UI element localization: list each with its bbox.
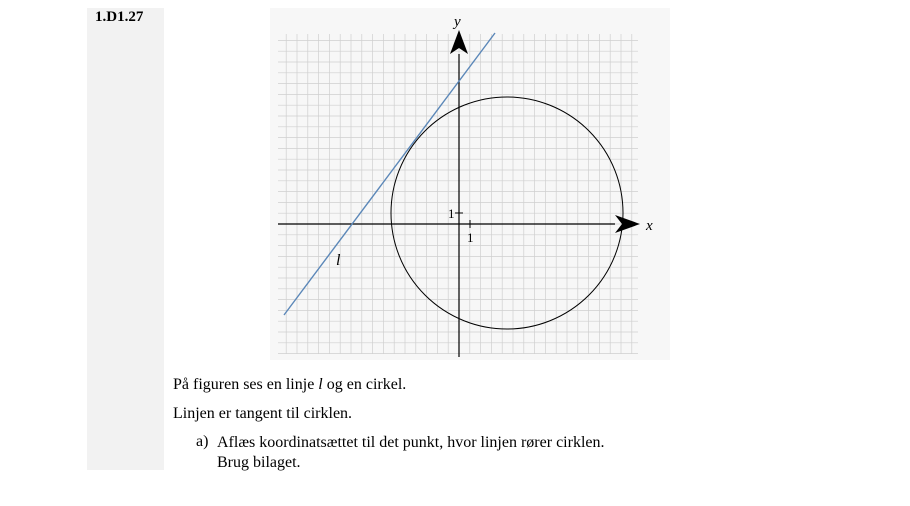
side-strip xyxy=(87,8,164,470)
x-axis-label: x xyxy=(646,218,653,234)
y-tick-label: 1 xyxy=(448,206,455,221)
coordinate-figure xyxy=(270,8,670,360)
paragraph-1-end: og en cirkel. xyxy=(322,376,407,393)
x-tick-label: 1 xyxy=(467,230,474,245)
paragraph-1-line-name: l xyxy=(318,376,323,393)
paragraph-1-start: På figuren ses en linje xyxy=(173,376,319,393)
paragraph-1 xyxy=(173,375,406,395)
item-a-line-1: Aflæs koordinatsættet til det punkt, hvor linjen rører cirklen. xyxy=(217,434,605,451)
item-a-letter: a) xyxy=(196,433,209,450)
paragraph-2: Linjen er tangent til cirklen. xyxy=(173,405,353,422)
problem-id: 1.D1.27 xyxy=(95,9,144,25)
line-label: l xyxy=(336,252,341,269)
item-a-line-2: Brug bilaget. xyxy=(217,454,301,471)
y-axis-label: y xyxy=(454,14,461,30)
